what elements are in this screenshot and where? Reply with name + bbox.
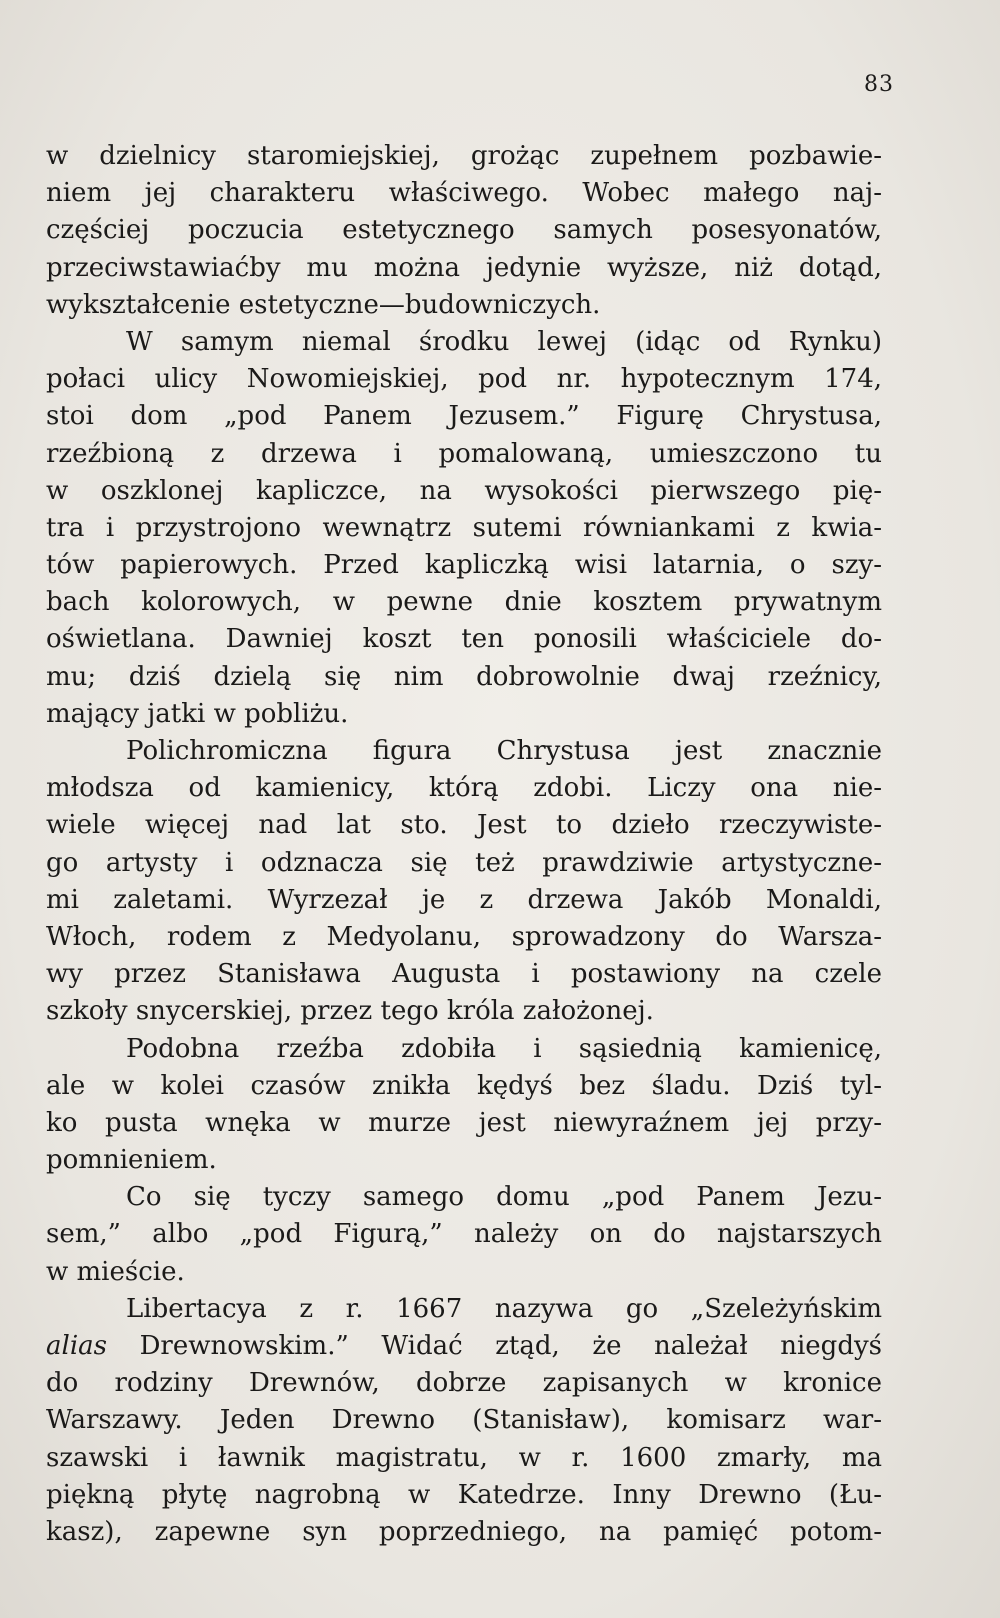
text-line: rzeźbioną z drzewa i pomalowaną, umieszczono tu [46, 438, 882, 469]
text-line: ale w kolei czasów znikła kędyś bez śladu. Dziś tyl- [46, 1070, 882, 1101]
text-line: piękną płytę nagrobną w Katedrze. Inny Drewno (Łu- [46, 1479, 882, 1510]
text-line: w oszklonej kapliczce, na wysokości pierwszego pię- [46, 475, 882, 506]
text-line: go artysty i odznacza się też prawdziwie artystyczne- [46, 847, 882, 878]
text-line: sem,” albo „pod Figurą,” należy on do najstarszych [46, 1219, 882, 1250]
text-line: w dzielnicy staromiejskiej, grożąc zupełnem pozbawie- [46, 141, 882, 171]
text-line: wykształcenie estetyczne—budowniczych. [46, 289, 601, 320]
text-line: tra i przystrojono wewnątrz sutemi równiankami z kwia- [46, 512, 882, 543]
text-line: Warszawy. Jeden Drewno (Stanisław), komisarz war- [46, 1405, 882, 1436]
text-line: przeciwstawiaćby mu można jedynie wyższe, niż dotąd, [46, 252, 882, 283]
text-line: wiele więcej nad lat sto. Jest to dzieło rzeczywiste- [46, 810, 882, 841]
text-line: młodsza od kamienicy, którą zdobi. Liczy ona nie- [46, 773, 882, 804]
text-line: mu; dziś dzielą się nim dobrowolnie dwaj rzeźnicy, [46, 661, 882, 692]
text-line: częściej poczucia estetycznego samych posesyonatów, [46, 215, 882, 246]
text-line: połaci ulicy Nowomiejskiej, pod nr. hypotecznym 174, [46, 364, 882, 395]
text-line: Podobna rzeźba zdobiła i sąsiednią kamienicę, [126, 1033, 882, 1064]
text-line: szkoły snycerskiej, przez tego króla założonej. [46, 996, 654, 1027]
text-line: Co się tyczy samego domu „pod Panem Jezu- [126, 1182, 882, 1213]
text-line: mający jatki w pobliżu. [46, 698, 349, 729]
text-line: alias Drewnowskim.” Widać ztąd, że należał niegdyś [46, 1331, 882, 1361]
text-line: w mieście. [46, 1256, 185, 1287]
text-line: kasz), zapewne syn poprzedniego, na pamięć potom- [46, 1516, 882, 1547]
text-line: W samym niemal środku lewej (idąc od Rynku) [126, 326, 882, 357]
text-line: mi zaletami. Wyrzezał je z drzewa Jakób Monaldi, [46, 884, 882, 915]
text-line: wy przez Stanisława Augusta i postawiony na czele [46, 959, 882, 990]
text-line: stoi dom „pod Panem Jezusem.” Figurę Chrystusa, [46, 401, 882, 432]
text-line: oświetlana. Dawniej koszt ten ponosili właściciele do- [46, 624, 882, 655]
text-line: szawski i ławnik magistratu, w r. 1600 zmarły, ma [46, 1442, 882, 1473]
page-number: 83 [864, 72, 894, 97]
text-line: tów papierowych. Przed kapliczką wisi latarnia, o szy- [46, 550, 882, 581]
text-line: do rodziny Drewnów, dobrze zapisanych w kronice [46, 1368, 882, 1399]
text-line: Polichromiczna figura Chrystusa jest znacznie [126, 736, 882, 766]
text-line: niem jej charakteru właściwego. Wobec małego naj- [46, 178, 882, 209]
text-line: bach kolorowych, w pewne dnie kosztem prywatnym [46, 587, 882, 618]
text-line: Włoch, rodem z Medyolanu, sprowadzony do Warsza- [46, 921, 882, 952]
text-line: Libertacya z r. 1667 nazywa go „Szeleżyńskim [126, 1293, 882, 1324]
text-line: ko pusta wnęka w murze jest niewyraźnem jej przy- [46, 1107, 882, 1138]
text-line: pomnieniem. [46, 1145, 217, 1176]
body-text [46, 138, 882, 1551]
